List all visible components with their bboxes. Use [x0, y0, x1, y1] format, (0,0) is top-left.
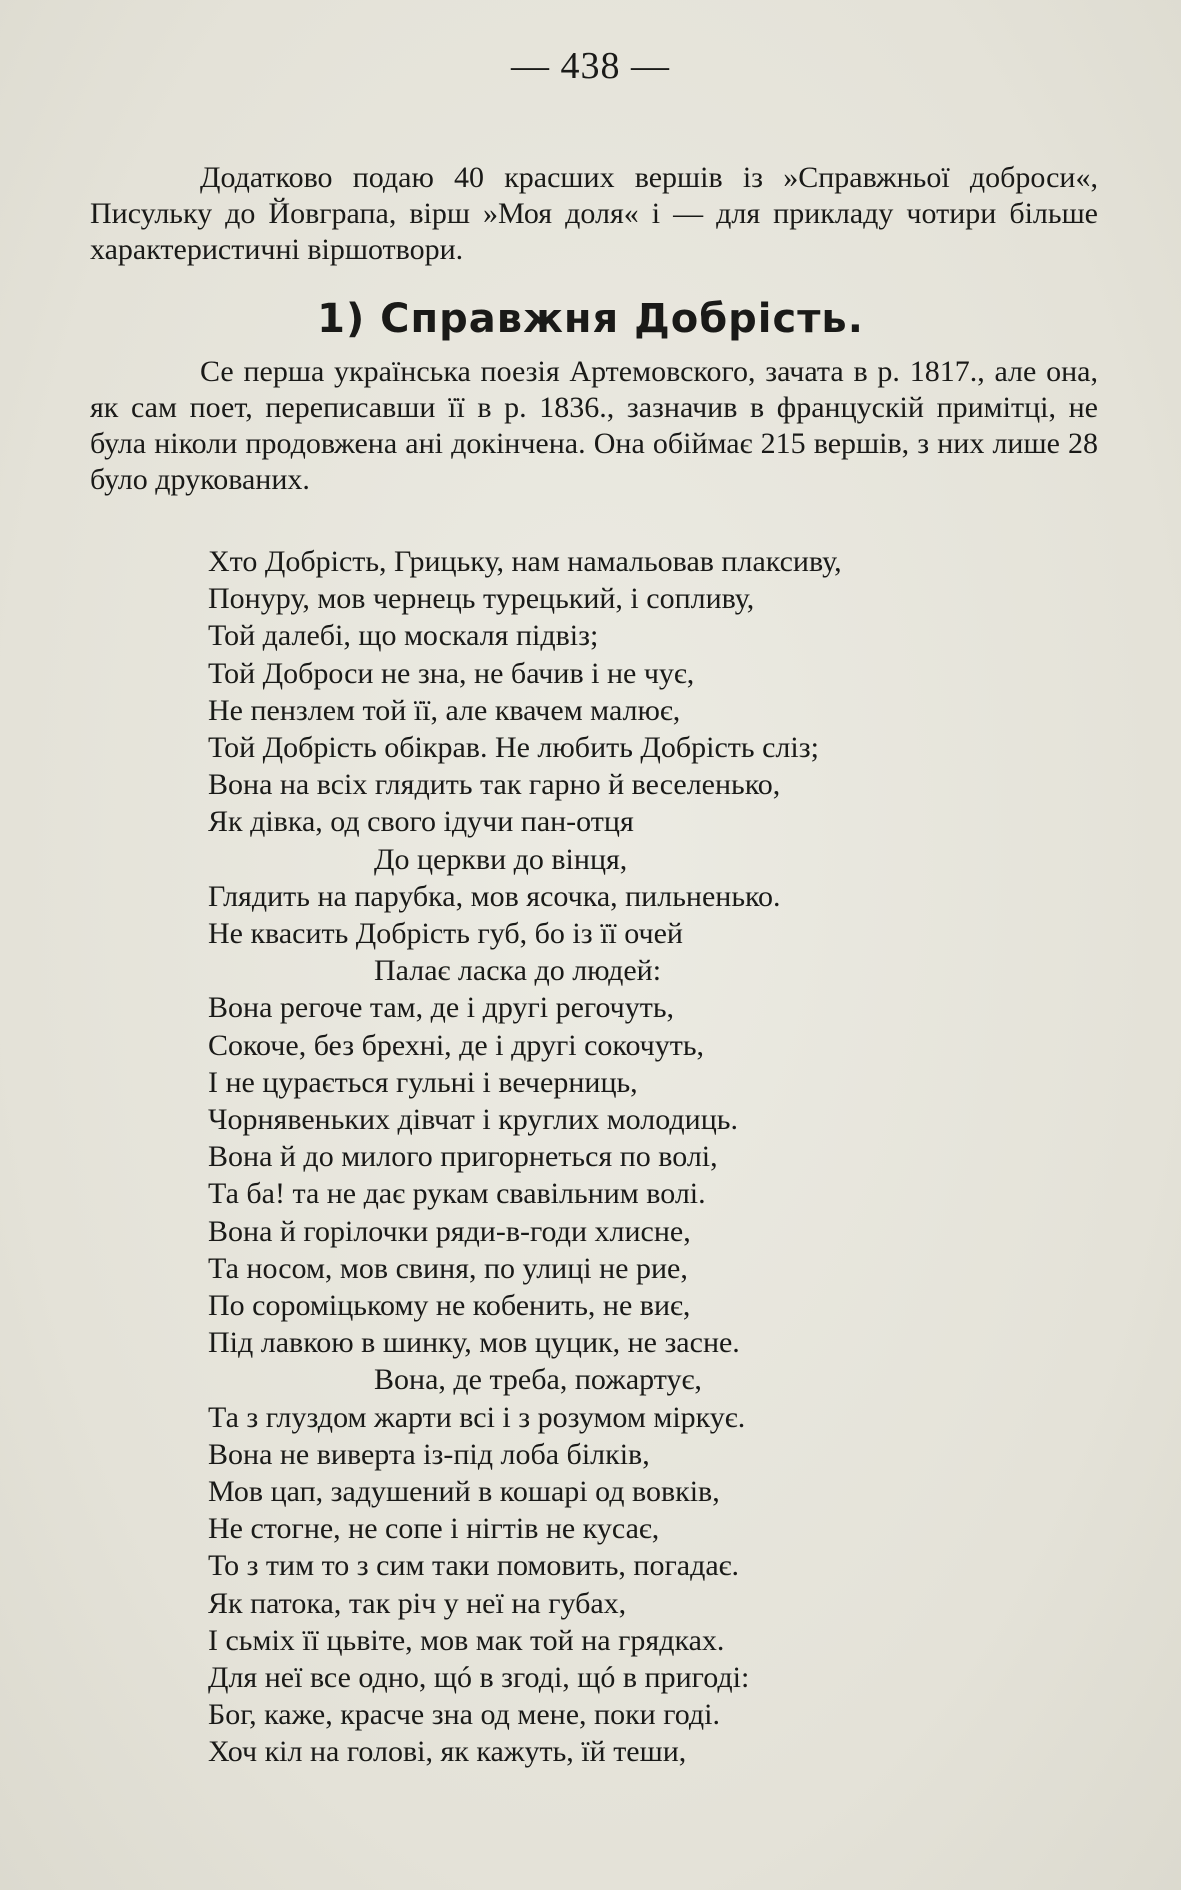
section-heading: 1) Справжня Добрість. [317, 296, 864, 342]
verse-line: Як дівка, од свого ідучи пан-отця [208, 805, 634, 839]
verse-line: До церкви до вінця, [374, 842, 628, 876]
verse-line: Вона регоче там, де і другі регочуть, [208, 991, 675, 1025]
verse-line: Не пензлем той її, але квачем малює, [208, 693, 681, 727]
verse-line: То з тим то з сим таки помовить, погадає. [208, 1549, 740, 1583]
verse-line: Понуру, мов чернець турецький, і сопливу, [208, 582, 755, 616]
verse-line: Глядить на парубка, мов ясочка, пильненько. [208, 879, 781, 913]
verse-line: Той Доброси не зна, не бачив і не чує, [208, 656, 695, 690]
verse-line: Той Добрість обікрав. Не любить Добрість сліз; [208, 731, 819, 764]
verse-line: І не цурається гульні і вечерниць, [208, 1065, 638, 1099]
verse-line: Для неї все одно, щó в згоді, щó в пригоді: [208, 1661, 750, 1694]
verse-line: Той далебі, що москаля підвіз; [208, 619, 599, 653]
description-paragraph: Се перша українська поезія Артемовского, зачата в р. 1817., але она, як сам поет, переписавши її в р. 1836., зазначив в францускій примітці, не була ніколи продовжена ані докінчена. Она обіймає 215 вершів, з них лише 28 було друкованих. [90, 355, 1098, 496]
verse-line: Під лавкою в шинку, мов цуцик, не засне. [208, 1326, 740, 1360]
verse-line: Палає ласка до людей: [374, 954, 662, 988]
intro-paragraph: Додатково подаю 40 красших вершів із »Справжньої доброси«, Писульку до Йовграпа, вірш »Моя доля« і — для прикладу чотири більше характеристичні віршотвори. [90, 161, 1098, 266]
verse-line: Чорнявеньких дівчат і круглих молодиць. [208, 1103, 738, 1136]
verse-line: Хто Добрість, Грицьку, нам намальовав плаксиву, [208, 545, 842, 578]
verse-line: Мов цап, задушений в кошарі од вовків, [208, 1475, 720, 1508]
verse-line: Та носом, мов свиня, по улиці не рие, [208, 1251, 688, 1285]
verse-line: По сороміцькому не кобенить, не виє, [208, 1289, 691, 1322]
verse-line: І сьміх її цьвіте, мов мак той на грядках. [208, 1623, 725, 1657]
verse-line: Не квасить Добрість губ, бо із її очей [208, 917, 683, 950]
verse-line: Вона на всіх глядить так гарно й веселенько, [208, 768, 781, 802]
verse-line: Вона, де треба, пожартує, [374, 1363, 702, 1397]
verse-line: Хоч кіл на голові, як кажуть, їй теши, [208, 1735, 687, 1769]
verse-line: Бог, каже, красче зна од мене, поки годі. [208, 1698, 721, 1732]
page-number: — 438 — [511, 45, 670, 87]
verse-line: Та з глуздом жарти всі і з розумом міркує. [208, 1400, 746, 1434]
verse-line: Та ба! та не дає рукам свавільним волі. [208, 1177, 706, 1211]
verse-line: Вона й до милого пригорнеться по волі, [208, 1140, 718, 1174]
verse-line: Як патока, так річ у неї на губах, [208, 1586, 627, 1620]
verse-line: Вона й горілочки ряди-в-годи хлисне, [208, 1214, 691, 1248]
verse-line: Не стогне, не сопе і нігтів не кусає, [208, 1512, 660, 1546]
verse-line: Вона не виверта із-під лоба білків, [208, 1437, 650, 1471]
verse-line: Сокоче, без брехні, де і другі сокочуть, [208, 1028, 705, 1062]
